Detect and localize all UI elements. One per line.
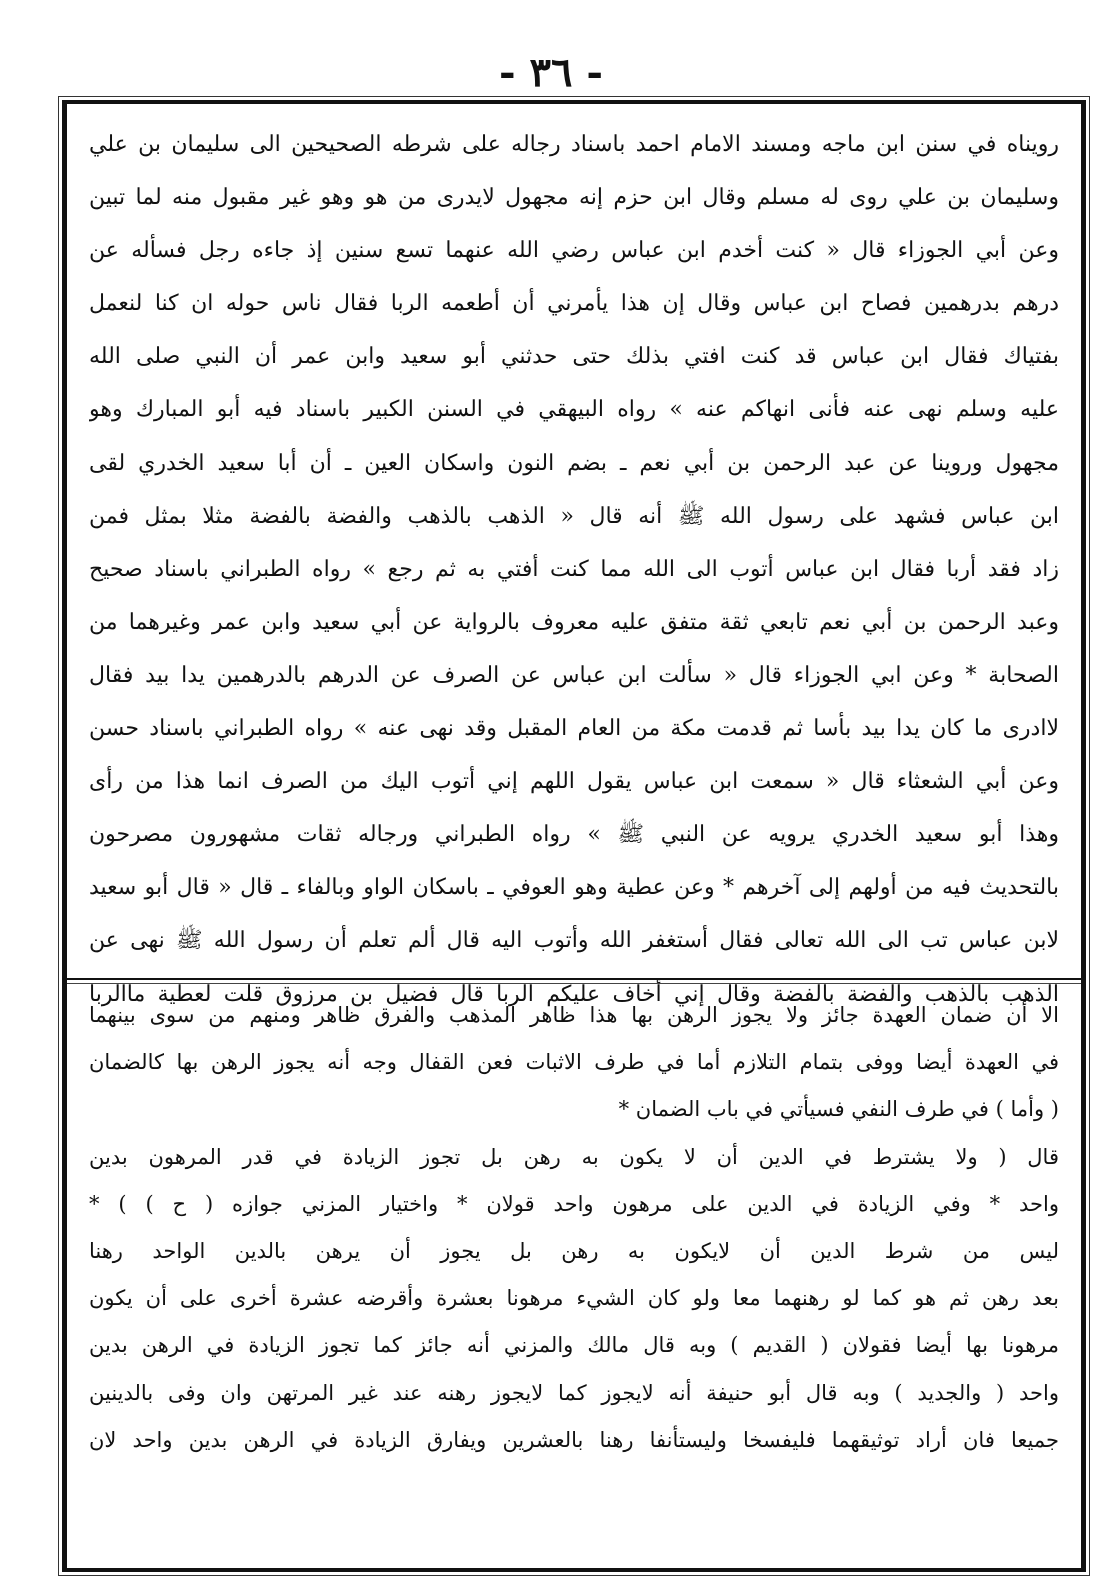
main-text-line: بالتحديث فيه من أولهم إلى آخرهم * وعن عطية وهو العوفي ـ باسكان الواو وبالفاء ـ قال « قال أبو سعيد xyxy=(89,875,1059,901)
page-number: - ٣٦ - xyxy=(498,49,604,96)
commentary-line: ليس من شرط الدين أن لايكون به رهن بل يجوز أن يرهن بالدين الواحد رهنا xyxy=(89,1238,1059,1263)
main-text xyxy=(89,118,1059,1007)
commentary-line: في العهدة أيضا ووفى بتمام التلازم أما في طرف الاثبات فعن القفال وجه أنه يجوز الرهن بها كالضمان xyxy=(89,1050,1059,1075)
main-text-line: وعبد الرحمن بن أبي نعم تابعي ثقة متفق عليه معروف بالرواية عن أبي سعيد وابن عمر وغيرهما من xyxy=(89,609,1059,635)
section-divider xyxy=(67,978,1081,980)
main-text-line: درهم بدرهمين فصاح ابن عباس وقال إن هذا يأمرني أن أطعمه الربا فقال ناس حوله ان كنا لنعمل xyxy=(89,291,1059,317)
commentary-line: بعد رهن ثم هو كما لو رهنهما معا ولو كان الشيء مرهونا بعشرة وأقرضه عشرة أخرى على أن يكون xyxy=(89,1286,1059,1311)
main-text-line: عليه وسلم نهى عنه فأنى انهاكم عنه » رواه البيهقي في السنن الكبير باسناد فيه أبو المبارك وهو xyxy=(89,397,1059,423)
main-text-line: لاادرى ما كان يدا بيد بأسا ثم قدمت مكة من العام المقبل وقد نهى عنه » رواه الطبراني باسناد حسن xyxy=(89,716,1059,742)
main-text-line: وسليمان بن علي روى له مسلم وقال ابن حزم إنه مجهول لايدرى من هو وهو غير مقبول منه لما تبين xyxy=(89,185,1059,211)
commentary-line: مرهونا بها أيضا فقولان ( القديم ) وبه قال مالك والمزني أنه جائز كما تجوز الزيادة في الرهن بدين xyxy=(89,1333,1059,1358)
commentary-line: واحد ( والجديد ) وبه قال أبو حنيفة أنه لايجوز كما لايجوز رهنه عند غير المرتهن وان وفى بالدينين xyxy=(89,1380,1059,1405)
main-text-line: بفتياك فقال ابن عباس قد كنت افتي بذلك حتى حدثني أبو سعيد وابن عمر أن النبي صلى الله xyxy=(89,344,1059,370)
main-text-line: زاد فقد أربا فقال ابن عباس أتوب الى الله مما كنت أفتي به ثم رجع » رواه الطبراني باسناد صحيح xyxy=(89,556,1059,582)
page-frame xyxy=(62,100,1086,1572)
main-text-line: الصحابة * وعن ابي الجوزاء قال « سألت ابن عباس عن الصرف عن الدرهم بالدرهمين يدا بيد فقال xyxy=(89,662,1059,688)
main-text-line: وعن أبي الشعثاء قال « سمعت ابن عباس يقول اللهم إني أتوب اليك من الصرف انما هذا من رأى xyxy=(89,769,1059,795)
commentary-line: واحد * وفي الزيادة في الدين على مرهون واحد قولان * واختيار المزني جوازه ( ح ) ) * xyxy=(89,1191,1059,1216)
main-text-line: مجهول وروينا عن عبد الرحمن بن أبي نعم ـ بضم النون واسكان العين ـ أن أبا سعيد الخدري لقى xyxy=(89,450,1059,476)
main-text-line: رويناه في سنن ابن ماجه ومسند الامام احمد باسناد رجاله على شرطه الصحيحين الى سليمان بن علي xyxy=(89,132,1059,157)
main-text-line: الذهب بالذهب والفضة بالفضة وقال إني أخاف عليكم الربا قال فضيل بن مرزوق قلت لعطية ماالربا xyxy=(89,981,1059,1007)
main-text-line: لابن عباس تب الى الله تعالى فقال أستغفر الله وأتوب اليه قال ألم تعلم أن رسول الله ﷺ نهى عن xyxy=(89,928,1059,954)
commentary-line: قال ( ولا يشترط في الدين أن لا يكون به رهن بل تجوز الزيادة في قدر المرهون بدين xyxy=(89,1144,1059,1169)
commentary-line: الا أن ضمان العهدة جائز ولا يجوز الرهن بها هذا ظاهر المذهب والفرق ظاهر ومنهم من سوى بينهما xyxy=(89,1003,1059,1027)
main-text-line: وهذا أبو سعيد الخدري يرويه عن النبي ﷺ » رواه الطبراني ورجاله ثقات مشهورون مصرحون xyxy=(89,822,1059,848)
commentary-line: ( وأما ) في طرف النفي فسيأتي في باب الضمان * xyxy=(618,1097,1059,1122)
main-text-line: ابن عباس فشهد على رسول الله ﷺ أنه قال « الذهب بالذهب والفضة بالفضة مثلا بمثل فمن xyxy=(89,503,1059,529)
main-text-line: وعن أبي الجوزاء قال « كنت أخدم ابن عباس رضي الله عنهما تسع سنين إذ جاءه رجل فسأله عن xyxy=(89,238,1059,264)
commentary-text xyxy=(89,992,1059,1562)
commentary-line: جميعا فان أراد توثيقهما فليفسخا وليستأنفا رهنا بالعشرين ويفارق الزيادة في الرهن بدين واحد لان xyxy=(89,1427,1059,1452)
